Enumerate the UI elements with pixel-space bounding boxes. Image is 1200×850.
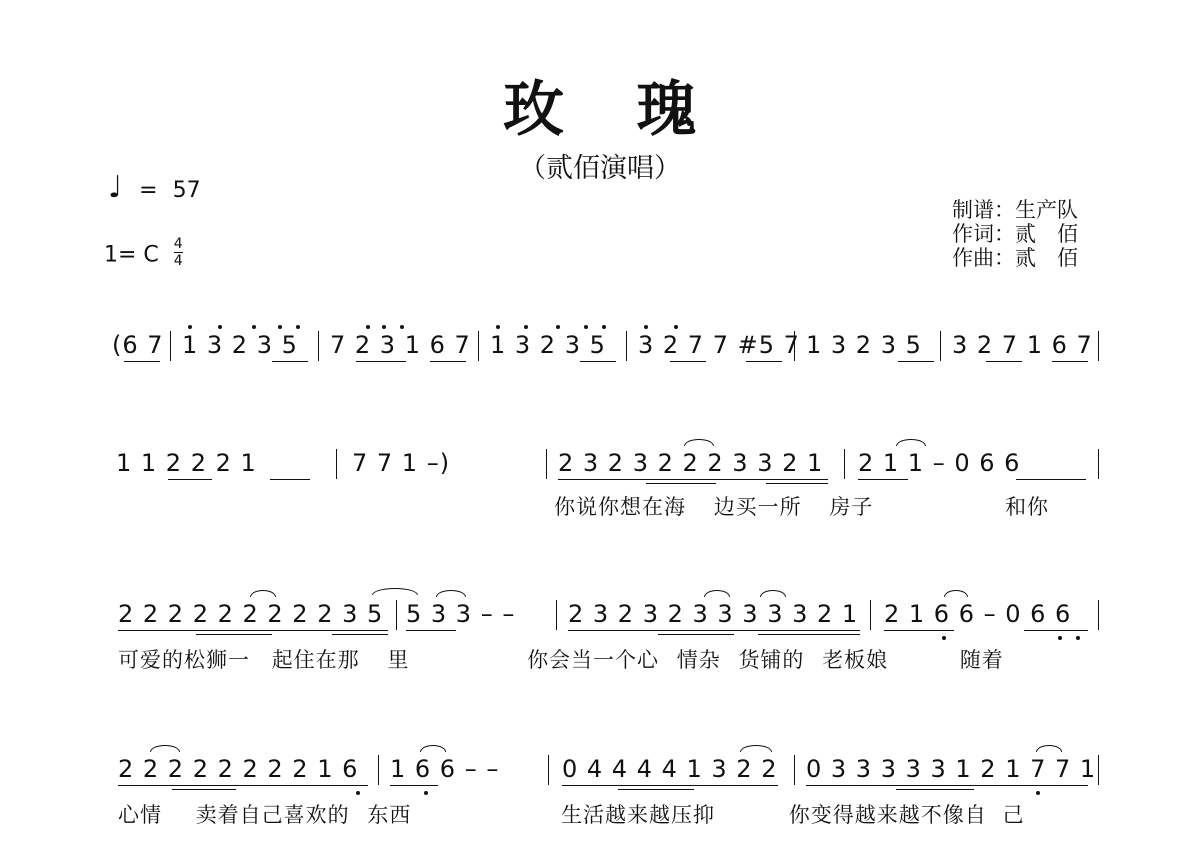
measure-1-notes: 1 1 2 2 2 1 — [116, 449, 257, 477]
lyric: 你说你想在海 — [554, 495, 686, 519]
lyric: 起住在那 — [271, 648, 360, 672]
lyric: 心情 — [118, 803, 162, 827]
measure-7-notes: 3 2 7 1 6 7 — [952, 331, 1093, 359]
lyric: 情杂 — [676, 648, 721, 672]
measure-4-notes: 0 3 3 3 3 3 1 2 1 7 7 1 — [806, 755, 1097, 783]
lyric: 东西 — [367, 803, 412, 827]
key-signature — [104, 236, 183, 271]
lyric: 边买一所 — [713, 495, 802, 519]
song-subtitle: （贰佰演唱） — [519, 153, 681, 184]
lyric: 老板娘 — [822, 648, 889, 672]
measure-2-notes: 5 3 3 – – — [406, 600, 516, 628]
lyric: 房子 — [829, 495, 874, 519]
lyric: 货铺的 — [738, 648, 805, 672]
key-label: 1= C — [104, 242, 159, 268]
lyric-line — [554, 491, 1049, 521]
credits-block — [952, 198, 1078, 270]
lyric: 和你 — [1005, 495, 1050, 519]
measure-1-notes: 2 2 2 2 2 2 2 2 1 6 — [118, 755, 359, 783]
measure-2-notes: 1 3 2 3 5 — [182, 331, 298, 359]
tempo-equals: = — [139, 178, 158, 203]
lyricist-credit: 作词：贰 佰 — [952, 222, 1078, 246]
measure-1-notes: (6 7 — [112, 331, 164, 359]
lyric: 你会当一个心 — [527, 648, 660, 672]
quarter-note-icon: ♩ — [108, 170, 123, 205]
lyric: 你变得越来越不像自 — [788, 803, 987, 827]
measure-3-notes: 2 3 2 3 2 2 2 3 3 2 1 — [558, 449, 824, 477]
measure-3-notes: 2 3 2 3 2 3 3 3 3 3 2 1 — [568, 600, 859, 628]
lyric: 可爱的松狮一 — [118, 648, 250, 672]
measure-4-notes: 2 1 1 – 0 6 6 — [858, 449, 1021, 477]
tempo-bpm: 57 — [172, 178, 201, 203]
lyric: 里 — [387, 648, 410, 672]
lyric: 生活越来越压抑 — [561, 803, 716, 827]
system-2 — [116, 449, 1106, 529]
system-3 — [118, 600, 1108, 680]
measure-1-notes: 2 2 2 2 2 2 2 2 2 3 5 — [118, 600, 384, 628]
measure-2-notes: 7 7 1 –) — [352, 449, 451, 477]
measure-5-notes: 3 2 7 7 #5 7 — [638, 331, 800, 359]
system-1 — [112, 331, 1102, 371]
meter-top: 4 — [173, 236, 183, 252]
lyric: 己 — [1002, 803, 1025, 827]
measure-3-notes: 7 2 3 1 6 7 — [330, 331, 471, 359]
measure-3-notes: 0 4 4 4 4 1 3 2 2 — [562, 755, 778, 783]
tempo-marking — [108, 170, 201, 205]
time-signature — [174, 237, 183, 268]
lyric-line — [118, 799, 1024, 829]
arranger-credit: 制谱：生产队 — [952, 198, 1078, 222]
lyric: 随着 — [959, 648, 1004, 672]
lyric: 卖着自己喜欢的 — [195, 803, 350, 827]
system-4 — [118, 755, 1108, 835]
composer-credit: 作曲：贰 佰 — [952, 246, 1078, 270]
meter-bottom: 4 — [173, 253, 183, 269]
song-title: 玫 瑰 — [503, 75, 723, 145]
measure-4-notes: 1 3 2 3 5 — [490, 331, 606, 359]
measure-6-notes: 1 3 2 3 5 — [806, 331, 922, 359]
lyric-line — [118, 644, 1004, 674]
measure-4-notes: 2 1 6 6 – 0 6 6 — [884, 600, 1072, 628]
measure-2-notes: 1 6 6 – – — [390, 755, 500, 783]
